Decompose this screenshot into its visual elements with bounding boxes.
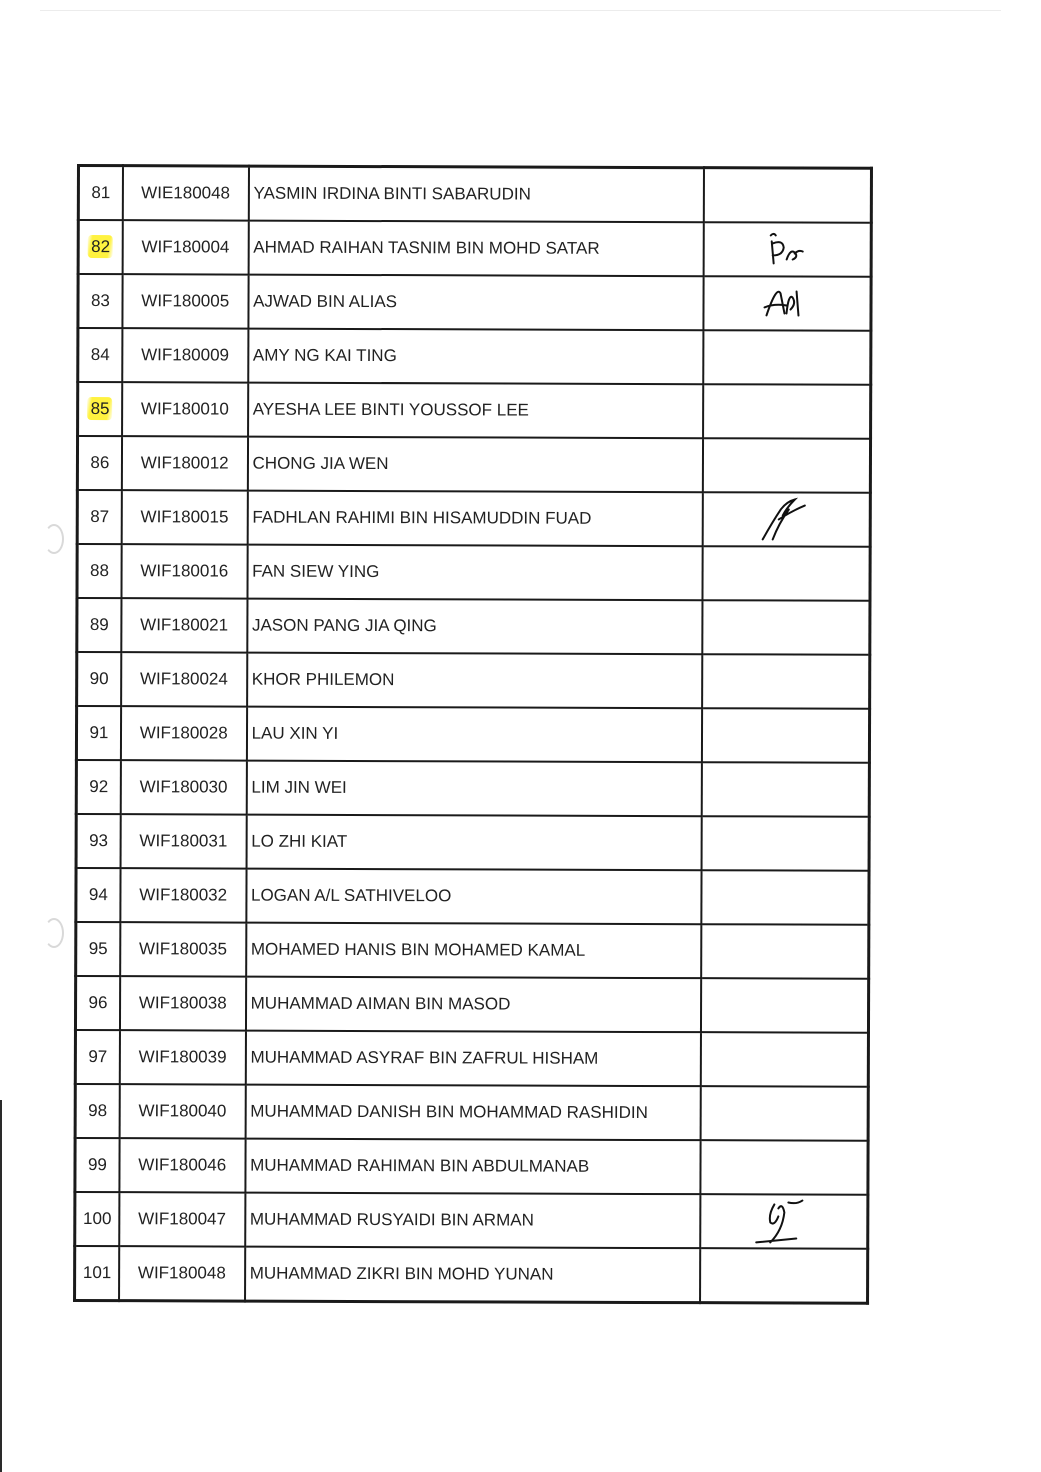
- student-id-cell: [119, 1192, 245, 1246]
- row-number: 88: [90, 561, 110, 581]
- student-name-cell: [248, 221, 703, 277]
- signature-mark: [751, 497, 821, 541]
- signature-cell: [702, 546, 870, 601]
- student-id-cell: [119, 1084, 245, 1138]
- signature-cell: [701, 978, 869, 1033]
- student-name-cell: [245, 1247, 700, 1303]
- student-id-cell: [121, 760, 247, 814]
- row-number: 95: [88, 939, 108, 959]
- row-number-cell: [75, 1192, 120, 1246]
- student-id: WIF180040: [138, 1101, 227, 1121]
- table-row: [75, 976, 868, 1033]
- row-number-cell: [75, 1030, 120, 1084]
- student-name: MOHAMED HANIS BIN MOHAMED KAMAL: [250, 939, 586, 960]
- signature-cell: [701, 816, 869, 871]
- student-name-cell: [245, 1193, 700, 1249]
- student-name: MUHAMMAD ZIKRI BIN MOHD YUNAN: [249, 1263, 554, 1284]
- student-id-cell: [119, 1246, 245, 1301]
- student-name: CHONG JIA WEN: [252, 453, 389, 474]
- student-id: WIF180038: [138, 993, 227, 1013]
- row-number: 99: [87, 1155, 107, 1175]
- table-row: [78, 328, 871, 385]
- student-id-cell: [120, 868, 246, 922]
- student-id-cell: [122, 382, 248, 436]
- student-name: MUHAMMAD RUSYAIDI BIN ARMAN: [249, 1209, 534, 1230]
- table-row: [75, 1192, 868, 1249]
- student-name-cell: [246, 977, 701, 1033]
- student-name-cell: [246, 923, 701, 979]
- student-name: FAN SIEW YING: [252, 561, 380, 582]
- table-row: [76, 868, 869, 925]
- student-id: WIE180048: [141, 183, 231, 203]
- student-id-cell: [122, 274, 248, 328]
- signature-cell: [700, 1140, 868, 1195]
- student-name-cell: [248, 383, 703, 439]
- signature-cell: [703, 384, 871, 439]
- student-id-cell: [121, 706, 247, 760]
- student-name-cell: [248, 275, 703, 331]
- student-name: MUHAMMAD AIMAN BIN MASOD: [250, 993, 511, 1014]
- signature-cell: [702, 762, 870, 817]
- table-row: [76, 760, 869, 817]
- student-name-cell: [247, 491, 702, 547]
- row-number-cell: [75, 1084, 120, 1138]
- signature-cell: [703, 276, 871, 331]
- student-id: WIF180048: [137, 1263, 226, 1283]
- row-number-cell: [78, 220, 123, 274]
- student-name-cell: [248, 329, 703, 385]
- table-row: [77, 544, 870, 601]
- student-name: MUHAMMAD RAHIMAN BIN ABDULMANAB: [250, 1155, 590, 1176]
- student-id: WIF180012: [140, 453, 229, 473]
- student-name-cell: [247, 653, 702, 709]
- signature-cell: [702, 708, 870, 763]
- page-top-edge: [40, 10, 1001, 11]
- signature-cell: [701, 1032, 869, 1087]
- table-row: [77, 490, 870, 547]
- table-row: [76, 814, 869, 871]
- student-name-cell: [246, 869, 701, 925]
- row-number: 81: [91, 183, 111, 203]
- student-name-cell: [247, 437, 702, 493]
- signature-mark: [749, 1198, 819, 1244]
- row-number-cell: [75, 1246, 120, 1301]
- row-number-cell: [77, 490, 122, 544]
- student-name: LO ZHI KIAT: [251, 831, 348, 851]
- student-id: WIF180005: [141, 291, 230, 311]
- row-number: 98: [88, 1101, 108, 1121]
- attendance-table: [73, 164, 873, 1305]
- row-number-cell: [75, 1138, 120, 1192]
- row-number-cell: [78, 328, 123, 382]
- student-name: LIM JIN WEI: [251, 777, 347, 797]
- student-name: KHOR PHILEMON: [251, 669, 395, 690]
- signature-cell: [702, 492, 870, 547]
- row-number: 92: [89, 777, 109, 797]
- student-id: WIF180021: [140, 615, 229, 635]
- row-number-cell: [77, 598, 122, 652]
- student-id-cell: [123, 166, 249, 221]
- student-id: WIF180035: [139, 939, 227, 959]
- signature-cell: [700, 1086, 868, 1141]
- signature-cell: [701, 870, 869, 925]
- row-number: 93: [89, 831, 109, 851]
- student-id: WIF180031: [139, 831, 228, 851]
- punch-hole: [44, 918, 64, 948]
- student-name-cell: [247, 545, 702, 601]
- row-number: 97: [88, 1047, 108, 1067]
- student-id-cell: [122, 328, 248, 382]
- student-id: WIF180046: [138, 1155, 227, 1175]
- student-name-cell: [245, 1139, 700, 1195]
- signature-mark: [757, 283, 817, 323]
- binding-edge-line: [0, 1100, 2, 1472]
- signature-cell: [702, 600, 870, 655]
- row-number-cell: [78, 274, 123, 328]
- student-name-cell: [246, 761, 701, 817]
- row-number: 94: [88, 885, 108, 905]
- student-name-cell: [246, 815, 701, 871]
- student-name: JASON PANG JIA QING: [251, 615, 437, 636]
- table-row: [77, 652, 870, 709]
- student-id: WIF180028: [139, 723, 228, 743]
- table-row: [76, 706, 869, 763]
- student-name-cell: [247, 599, 702, 655]
- student-id-cell: [122, 436, 248, 490]
- student-name-cell: [245, 1085, 700, 1141]
- table-row: [76, 922, 869, 979]
- student-name: LAU XIN YI: [251, 723, 339, 743]
- table-row: [77, 436, 870, 493]
- student-name-cell: [245, 1031, 700, 1087]
- student-name: FADHLAN RAHIMI BIN HISAMUDDIN FUAD: [252, 507, 592, 528]
- student-id-cell: [122, 490, 248, 544]
- signature-cell: [701, 924, 869, 979]
- signature-cell: [700, 1194, 868, 1249]
- student-name: AMY NG KAI TING: [252, 345, 397, 366]
- row-number-cell: [77, 652, 122, 706]
- signature-cell: [704, 168, 872, 223]
- student-id: WIF180004: [141, 237, 230, 257]
- row-number: 83: [90, 291, 110, 311]
- row-number: 86: [90, 453, 110, 473]
- row-number: 84: [90, 345, 110, 365]
- row-number-cell: [76, 814, 121, 868]
- student-id: WIF180015: [140, 507, 229, 527]
- row-number: 101: [82, 1263, 112, 1283]
- row-number: 89: [89, 615, 109, 635]
- student-name: AYESHA LEE BINTI YOUSSOF LEE: [252, 399, 529, 420]
- student-id: WIF180030: [139, 777, 228, 797]
- student-name-cell: [248, 166, 703, 222]
- student-id-cell: [120, 922, 246, 976]
- signature-cell: [703, 438, 871, 493]
- attendance-table-body: [75, 166, 872, 1304]
- student-name: MUHAMMAD DANISH BIN MOHAMMAD RASHIDIN: [250, 1101, 648, 1122]
- student-name: AHMAD RAIHAN TASNIM BIN MOHD SATAR: [253, 237, 600, 258]
- student-id: WIF180010: [140, 399, 229, 419]
- signature-cell: [702, 654, 870, 709]
- row-number-cell: [75, 976, 120, 1030]
- row-number: 91: [89, 723, 109, 743]
- row-number: 100: [83, 1209, 112, 1229]
- row-number-cell: [77, 544, 122, 598]
- student-name: AJWAD BIN ALIAS: [253, 291, 398, 312]
- student-id-cell: [121, 544, 247, 598]
- student-id-cell: [121, 652, 247, 706]
- student-id: WIF180032: [139, 885, 228, 905]
- student-id-cell: [121, 598, 247, 652]
- table-row: [75, 1030, 868, 1087]
- student-id: WIF180039: [138, 1047, 227, 1067]
- row-number-cell: [77, 436, 122, 490]
- row-number-cell: [76, 760, 121, 814]
- row-number-cell: [76, 868, 121, 922]
- student-id-cell: [120, 976, 246, 1030]
- row-number: 90: [89, 669, 109, 689]
- row-number-cell: [76, 706, 121, 760]
- student-id: WIF180024: [139, 669, 228, 689]
- table-row: [78, 166, 871, 223]
- signature-cell: [703, 330, 871, 385]
- table-row: [75, 1138, 868, 1195]
- table-row: [75, 1084, 868, 1141]
- signature-cell: [703, 222, 871, 277]
- student-id-cell: [119, 1138, 245, 1192]
- student-id: WIF180047: [138, 1209, 227, 1229]
- table-row: [78, 274, 871, 331]
- student-name: LOGAN A/L SATHIVELOO: [250, 885, 452, 906]
- student-id: WIF180009: [141, 345, 230, 365]
- signature-cell: [700, 1248, 868, 1303]
- student-name: YASMIN IRDINA BINTI SABARUDIN: [253, 183, 531, 204]
- student-id: WIF180016: [140, 561, 229, 581]
- student-name: MUHAMMAD ASYRAF BIN ZAFRUL HISHAM: [250, 1047, 599, 1068]
- highlighted-number: 85: [88, 397, 113, 420]
- student-id-cell: [120, 1030, 246, 1084]
- table-row: [75, 1246, 868, 1303]
- punch-hole: [44, 524, 64, 554]
- table-row: [78, 220, 871, 277]
- row-number-cell: [78, 166, 123, 221]
- table-row: [77, 598, 870, 655]
- row-number-cell: [78, 382, 123, 436]
- row-number: 96: [88, 993, 108, 1013]
- student-id-cell: [120, 814, 246, 868]
- student-id-cell: [122, 220, 248, 274]
- table-row: [78, 382, 871, 439]
- highlighted-number: 82: [88, 235, 113, 258]
- row-number-cell: [76, 922, 121, 976]
- row-number: 87: [90, 507, 110, 527]
- student-name-cell: [246, 707, 701, 763]
- signature-mark: [757, 229, 817, 269]
